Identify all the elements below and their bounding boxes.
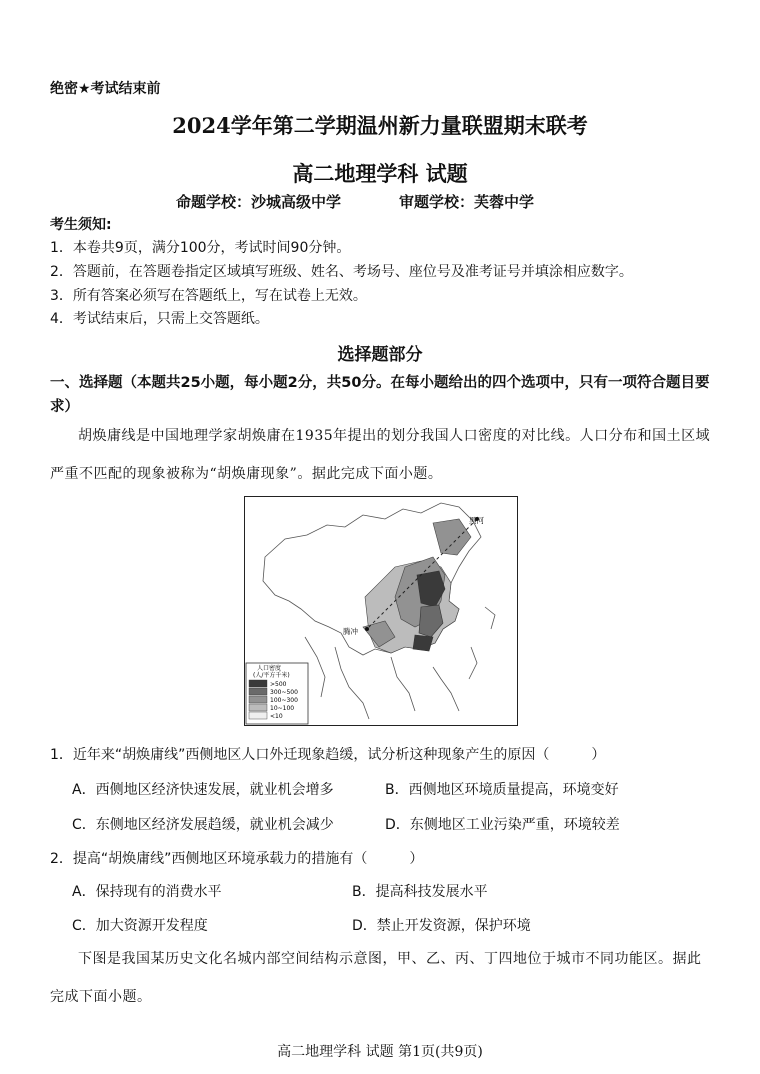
legend-unit: (人/平方千米) xyxy=(253,672,290,679)
question-1-stem: 1．近年来“胡焕庸线”西侧地区人口外迁现象趋缓，试分析这种现象产生的原因（ ） xyxy=(50,747,606,763)
question-2-option-d[interactable]: D．禁止开发资源，保护环境 xyxy=(352,918,531,934)
reviewer-school: 审题学校：芙蓉中学 xyxy=(399,193,535,211)
legend-label: >500 xyxy=(270,681,287,688)
legend-swatch xyxy=(249,712,267,719)
density-regions xyxy=(363,519,471,653)
tengchong-dot xyxy=(365,627,369,631)
passage-1: 胡焕庸线是中国地理学家胡焕庸在1935年提出的划分我国人口密度的对比线。人口分布和国土区域严重不匹配的现象被称为“胡焕庸现象”。据此完成下面小题。 xyxy=(50,428,711,482)
question-2-option-c[interactable]: C．加大资源开发程度 xyxy=(72,918,208,934)
section-title: 选择题部分 xyxy=(337,345,423,365)
population-density-map xyxy=(244,496,518,726)
notice-item: 1．本卷共9页，满分100分，考试时间90分钟。 xyxy=(50,240,351,256)
legend-title: 人口密度 xyxy=(257,665,282,672)
legend-swatch xyxy=(249,680,267,687)
confidential-mark: 绝密★考试结束前 xyxy=(50,81,161,97)
page-footer: 高二地理学科 试题 第1页(共9页) xyxy=(277,1044,483,1060)
legend-label: 300~500 xyxy=(270,689,298,696)
legend-label: 100~300 xyxy=(270,697,298,704)
legend-label: <10 xyxy=(270,713,283,720)
question-2-option-b[interactable]: B．提高科技发展水平 xyxy=(352,884,488,900)
school-info xyxy=(176,191,534,212)
setter-school: 命题学校：沙城高级中学 xyxy=(176,193,342,211)
notice-item: 2．答题前，在答题卷指定区域填写班级、姓名、考场号、座位号及准考证号并填涂相应数字。 xyxy=(50,264,633,280)
notice-item: 4．考试结束后，只需上交答题纸。 xyxy=(50,311,269,327)
question-1-option-b[interactable]: B．西侧地区环境质量提高，环境变好 xyxy=(385,782,619,798)
question-2-option-a[interactable]: A．保持现有的消费水平 xyxy=(72,884,222,900)
exam-subtitle: 高二地理学科 试题 xyxy=(292,161,468,186)
city-tengchong-label: 腾冲 xyxy=(343,627,358,636)
question-1-option-d[interactable]: D．东侧地区工业污染严重，环境较差 xyxy=(385,817,620,833)
legend-swatch xyxy=(249,688,267,695)
map-graphic xyxy=(245,497,517,725)
question-1-option-a[interactable]: A．西侧地区经济快速发展，就业机会增多 xyxy=(72,782,334,798)
map-legend xyxy=(246,663,308,724)
question-2-stem: 2．提高“胡焕庸线”西侧地区环境承载力的措施有（ ） xyxy=(50,851,424,867)
passage-2: 下图是我国某历史文化名城内部空间结构示意图，甲、乙、丙、丁四地位于城市不同功能区。据此完成下面小题。 xyxy=(50,951,702,1005)
notice-heading: 考生须知: xyxy=(50,217,112,233)
legend-swatch xyxy=(249,704,267,711)
city-heihe-label: 黑河 xyxy=(469,516,484,525)
section-instruction: 一、选择题（本题共25小题，每小题2分，共50分。在每小题给出的四个选项中，只有一项符合题目要求） xyxy=(50,375,710,415)
exam-title: 2024学年第二学期温州新力量联盟期末联考 xyxy=(172,113,588,138)
legend-label: 10~100 xyxy=(270,705,295,712)
legend-swatch xyxy=(249,696,267,703)
notice-item: 3．所有答案必须写在答题纸上，写在试卷上无效。 xyxy=(50,288,367,304)
question-1-option-c[interactable]: C．东侧地区经济发展趋缓，就业机会减少 xyxy=(72,817,334,833)
